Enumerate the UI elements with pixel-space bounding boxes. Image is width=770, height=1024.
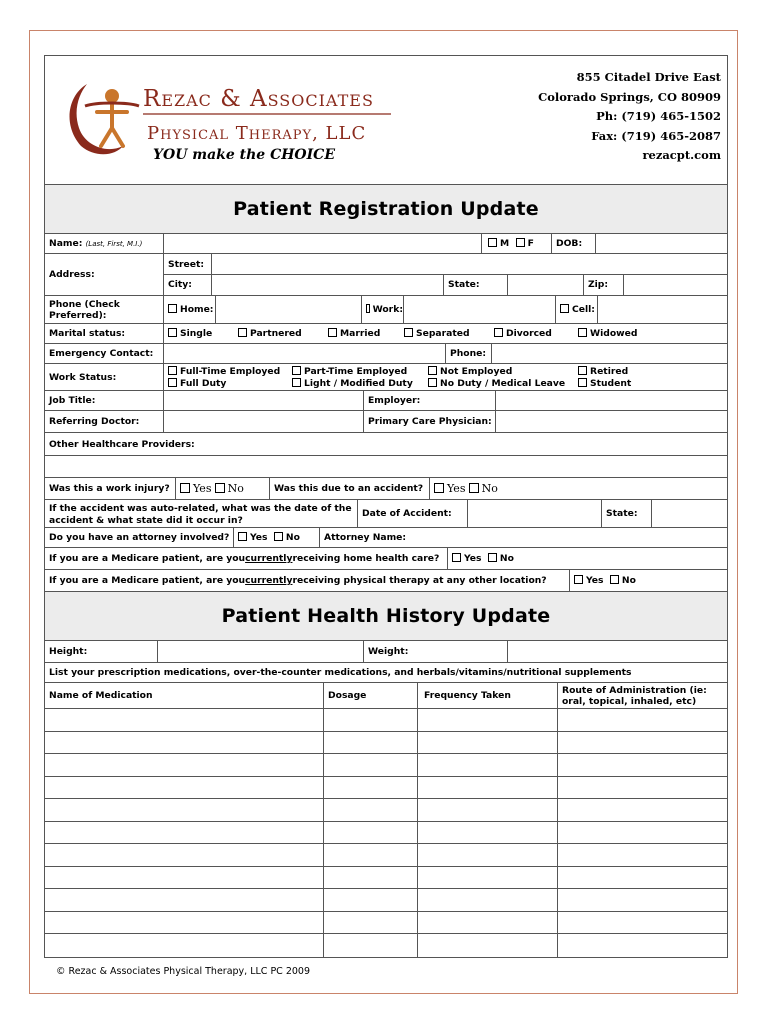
- table-row: [45, 799, 727, 822]
- accident-question: Was this due to an accident?: [269, 478, 429, 499]
- company-subname: Physical Therapy, LLC: [147, 123, 367, 144]
- phone-row: Phone (Check Preferred): Home: Work: Cell:: [45, 296, 727, 324]
- table-row: [45, 844, 727, 867]
- contact-block: [538, 68, 721, 166]
- frequency-cell[interactable]: [417, 867, 557, 889]
- name-input[interactable]: [163, 234, 481, 253]
- height-label: Height:: [49, 646, 88, 657]
- fax-number: Fax: (719) 465-2087: [591, 128, 721, 143]
- home-health-yes-checkbox[interactable]: [452, 553, 461, 562]
- dosage-cell[interactable]: [323, 732, 417, 754]
- accident-yes-checkbox[interactable]: [434, 483, 444, 493]
- sex-f-checkbox[interactable]: [516, 238, 525, 247]
- name-label: Name:: [49, 238, 83, 249]
- registration-title: Patient Registration Update: [45, 185, 727, 234]
- table-row: [45, 912, 727, 935]
- other-providers-label: Other Healthcare Providers:: [49, 438, 195, 450]
- emergency-row: [45, 344, 727, 364]
- website: rezacpt.com: [642, 148, 721, 162]
- full-duty-checkbox[interactable]: [168, 378, 177, 387]
- frequency-cell[interactable]: [417, 732, 557, 754]
- work-injury-yes-checkbox[interactable]: [180, 483, 190, 493]
- medicare-pt-row: If you are a Medicare patient, are you currently receiving physical therapy at any other location? Yes No: [45, 570, 727, 592]
- address-label: Address:: [49, 269, 95, 280]
- city-input[interactable]: [211, 274, 444, 295]
- other-pt-yes-checkbox[interactable]: [574, 575, 583, 584]
- phone-label: Phone (Check Preferred):: [49, 298, 120, 321]
- emergency-label: Emergency Contact:: [49, 348, 154, 359]
- medication-name-cell[interactable]: [45, 844, 323, 866]
- not-employed-checkbox[interactable]: [428, 366, 437, 375]
- state-input[interactable]: [507, 274, 584, 295]
- route-cell[interactable]: [557, 822, 727, 844]
- frequency-cell[interactable]: [417, 777, 557, 799]
- dosage-cell[interactable]: [323, 709, 417, 731]
- address-row: [45, 254, 727, 296]
- frequency-cell[interactable]: [417, 912, 557, 934]
- dob-label: DOB:: [551, 234, 595, 253]
- medication-name-cell[interactable]: [45, 867, 323, 889]
- sex-options: M F: [481, 234, 551, 253]
- pcp-input[interactable]: [495, 411, 727, 432]
- dosage-cell[interactable]: [323, 934, 417, 957]
- referring-doctor-input[interactable]: [163, 411, 363, 432]
- attorney-question: Do you have an attorney involved?: [49, 532, 230, 543]
- state-label: State:: [443, 274, 507, 295]
- route-cell[interactable]: [557, 799, 727, 821]
- work-status-label: Work Status:: [49, 371, 117, 383]
- frequency-cell[interactable]: [417, 799, 557, 821]
- col-route: Route of Administration (ie: oral, topical, inhaled, etc): [557, 683, 727, 708]
- home-phone-input[interactable]: [215, 296, 361, 323]
- zip-input[interactable]: [623, 274, 727, 295]
- table-row: [45, 709, 727, 732]
- history-title: Patient Health History Update: [45, 592, 727, 641]
- marital-widowed-checkbox[interactable]: [578, 328, 587, 337]
- job-title-input[interactable]: [163, 391, 363, 410]
- injury-row: Was this a work injury? Yes No Was this due to an accident? Yes No: [45, 478, 727, 500]
- job-title-label: Job Title:: [49, 395, 96, 406]
- work-phone-input[interactable]: [403, 296, 555, 323]
- emergency-phone-label: Phone:: [445, 344, 491, 363]
- accident-state-label: State:: [601, 500, 651, 527]
- table-row: [45, 777, 727, 800]
- weight-input[interactable]: [507, 641, 727, 662]
- dosage-cell[interactable]: [323, 912, 417, 934]
- marital-single-checkbox[interactable]: [168, 328, 177, 337]
- form-header: [45, 56, 727, 185]
- emergency-input[interactable]: [163, 344, 445, 363]
- sex-m-checkbox[interactable]: [488, 238, 497, 247]
- table-row: [45, 889, 727, 912]
- zip-label: Zip:: [583, 274, 623, 295]
- other-pt-no-checkbox[interactable]: [610, 575, 619, 584]
- marital-label: Marital status:: [49, 328, 126, 339]
- dosage-cell[interactable]: [323, 844, 417, 866]
- part-time-checkbox[interactable]: [292, 366, 301, 375]
- route-cell[interactable]: [557, 709, 727, 731]
- medication-name-cell[interactable]: [45, 934, 323, 957]
- employer-input[interactable]: [495, 391, 727, 410]
- attorney-row: Do you have an attorney involved? Yes No Attorney Name:: [45, 528, 727, 548]
- job-row: [45, 391, 727, 411]
- home-health-no-checkbox[interactable]: [488, 553, 497, 562]
- route-cell[interactable]: [557, 844, 727, 866]
- route-cell[interactable]: [557, 777, 727, 799]
- dosage-cell[interactable]: [323, 777, 417, 799]
- accident-no-checkbox[interactable]: [469, 483, 479, 493]
- address-line-2: Colorado Springs, CO 80909: [538, 89, 721, 104]
- table-row: [45, 754, 727, 777]
- route-cell[interactable]: [557, 934, 727, 957]
- table-row: [45, 732, 727, 755]
- doctor-row: [45, 411, 727, 433]
- address-line-1: 855 Citadel Drive East: [576, 70, 721, 84]
- col-dosage: Dosage: [323, 683, 417, 708]
- attorney-yes-checkbox[interactable]: [238, 532, 247, 541]
- frequency-cell[interactable]: [417, 844, 557, 866]
- medication-table-body: [45, 709, 727, 957]
- no-duty-checkbox[interactable]: [428, 378, 437, 387]
- medication-table-header: [45, 683, 727, 709]
- medication-name-cell[interactable]: [45, 709, 323, 731]
- medication-name-cell[interactable]: [45, 822, 323, 844]
- dosage-cell[interactable]: [323, 754, 417, 776]
- work-phone-checkbox[interactable]: [366, 304, 370, 313]
- col-medication-name: Name of Medication: [49, 690, 153, 701]
- route-cell[interactable]: [557, 732, 727, 754]
- company-name: Rezac & Associates: [143, 86, 374, 112]
- cell-phone-input[interactable]: [597, 296, 727, 323]
- phone-number: Ph: (719) 465-1502: [596, 109, 721, 123]
- other-providers-input[interactable]: [45, 456, 727, 478]
- frequency-cell[interactable]: [417, 709, 557, 731]
- table-row: [45, 822, 727, 845]
- footer-copyright: © Rezac & Associates Physical Therapy, LLC PC 2009: [56, 966, 310, 977]
- table-row: [45, 867, 727, 890]
- marital-divorced-checkbox[interactable]: [494, 328, 503, 337]
- cell-phone-checkbox[interactable]: [560, 304, 569, 313]
- home-phone-checkbox[interactable]: [168, 304, 177, 313]
- tagline: YOU make the CHOICE: [153, 147, 335, 163]
- col-frequency: Frequency Taken: [417, 683, 557, 708]
- auto-accident-row: [45, 500, 727, 528]
- emergency-phone-input[interactable]: [491, 344, 727, 363]
- medications-instruction-row: [45, 663, 727, 683]
- medications-instruction: List your prescription medications, over-the-counter medications, and herbals/vitamins/nutritional supplements: [49, 667, 632, 678]
- employer-label: Employer:: [363, 391, 495, 410]
- light-duty-checkbox[interactable]: [292, 378, 301, 387]
- frequency-cell[interactable]: [417, 889, 557, 911]
- frequency-cell[interactable]: [417, 822, 557, 844]
- work-injury-no-checkbox[interactable]: [215, 483, 225, 493]
- weight-label: Weight:: [363, 641, 507, 662]
- dosage-cell[interactable]: [323, 867, 417, 889]
- student-checkbox[interactable]: [578, 378, 587, 387]
- work-injury-question: Was this a work injury?: [49, 483, 170, 494]
- table-row: [45, 934, 727, 957]
- medication-name-cell[interactable]: [45, 799, 323, 821]
- medication-name-cell[interactable]: [45, 777, 323, 799]
- street-label: Street:: [163, 254, 211, 274]
- auto-question-line-1: If the accident was auto-related, what was the date of the: [49, 503, 352, 514]
- other-providers-row: [45, 433, 727, 456]
- route-cell[interactable]: [557, 889, 727, 911]
- frequency-cell[interactable]: [417, 754, 557, 776]
- route-cell[interactable]: [557, 867, 727, 889]
- medication-name-cell[interactable]: [45, 732, 323, 754]
- attorney-name-label: Attorney Name:: [319, 528, 409, 547]
- work-status-row: Work Status: Full-Time Employed Part-Time Employed Not Employed Retired Full Duty Light / Modified Duty No Duty / Medical Leave Student: [45, 364, 727, 391]
- dosage-cell[interactable]: [323, 822, 417, 844]
- route-cell[interactable]: [557, 754, 727, 776]
- medication-name-cell[interactable]: [45, 912, 323, 934]
- date-of-accident-input[interactable]: [467, 500, 601, 527]
- frequency-cell[interactable]: [417, 934, 557, 957]
- name-hint: (Last, First, M.I.): [85, 239, 143, 248]
- street-input[interactable]: [211, 254, 727, 274]
- registration-form: [44, 55, 728, 958]
- full-time-checkbox[interactable]: [168, 366, 177, 375]
- attorney-no-checkbox[interactable]: [274, 532, 283, 541]
- accident-state-input[interactable]: [651, 500, 727, 527]
- height-input[interactable]: [157, 641, 363, 662]
- name-row: [45, 234, 727, 254]
- medication-name-cell[interactable]: [45, 889, 323, 911]
- medication-name-cell[interactable]: [45, 754, 323, 776]
- dosage-cell[interactable]: [323, 889, 417, 911]
- marital-row: Marital status: Single Partnered Married Separated Divorced Widowed: [45, 324, 727, 344]
- retired-checkbox[interactable]: [578, 366, 587, 375]
- marital-married-checkbox[interactable]: [328, 328, 337, 337]
- medicare-home-row: If you are a Medicare patient, are you currently receiving home health care? Yes No: [45, 548, 727, 570]
- referring-doctor-label: Referring Doctor:: [49, 416, 140, 427]
- marital-partnered-checkbox[interactable]: [238, 328, 247, 337]
- height-weight-row: [45, 641, 727, 663]
- dosage-cell[interactable]: [323, 799, 417, 821]
- dob-input[interactable]: [595, 234, 727, 253]
- pcp-label: Primary Care Physician:: [363, 411, 495, 432]
- date-of-accident-label: Date of Accident:: [357, 500, 467, 527]
- auto-question-line-2: accident & what state did it occur in?: [49, 514, 243, 526]
- attorney-name-input[interactable]: [409, 528, 727, 547]
- marital-separated-checkbox[interactable]: [404, 328, 413, 337]
- city-label: City:: [163, 274, 211, 295]
- route-cell[interactable]: [557, 912, 727, 934]
